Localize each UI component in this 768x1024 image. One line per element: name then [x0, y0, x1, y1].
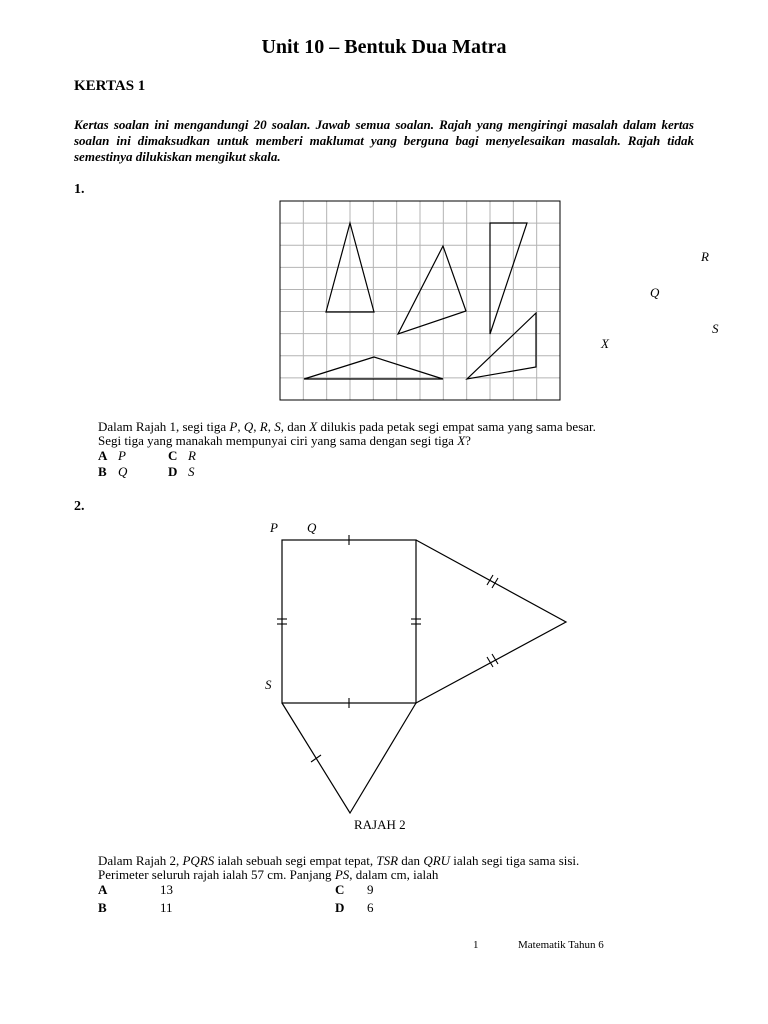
question-1-number: 1. — [74, 182, 85, 197]
question-2-text-line2: Perimeter seluruh rajah ialah 57 cm. Panjang PS, dalam cm, ialah — [98, 867, 439, 882]
q1-option-b[interactable]: B Q — [98, 464, 128, 479]
q1-option-c[interactable]: C R — [168, 448, 196, 463]
section-heading: KERTAS 1 — [74, 78, 146, 94]
q2-option-d[interactable]: D 6 — [335, 900, 374, 915]
page-number: 1 — [473, 939, 479, 951]
question-2-number: 2. — [74, 499, 85, 514]
triangle-qru — [416, 540, 566, 703]
figure-caption: RAJAH 2 — [354, 817, 406, 832]
q1-option-d[interactable]: D S — [168, 464, 195, 479]
label-q: Q — [650, 285, 660, 300]
q2-option-c[interactable]: C 9 — [335, 882, 374, 897]
label-s: S — [712, 321, 719, 336]
label-r: R — [701, 249, 709, 264]
question-1-text-line2: Segi tiga yang manakah mempunyai ciri yang sama dengan segi tiga X? — [98, 433, 471, 448]
label-x: X — [601, 336, 609, 351]
q2-option-a[interactable]: A 13 — [98, 882, 173, 897]
q2-option-b[interactable]: B 11 — [98, 900, 173, 915]
tick-marks — [277, 535, 498, 762]
triangle-tsr — [282, 703, 416, 813]
label-s: S — [265, 677, 272, 692]
label-q: Q — [307, 520, 317, 535]
question-2-text-line1: Dalam Rajah 2, PQRS ialah sebuah segi empat tepat, TSR dan QRU ialah segi tiga sama sisi. — [98, 853, 580, 868]
q1-option-a[interactable]: A P — [98, 448, 126, 463]
page-title: Unit 10 – Bentuk Dua Matra — [261, 36, 507, 58]
label-p: P — [270, 520, 278, 535]
footer-subject: Matematik Tahun 6 — [518, 939, 604, 951]
instructions: Kertas soalan ini mengandungi 20 soalan. Jawab semua soalan. Rajah yang mengiringi masalah dalam kertas soalan ini dimaksudkan untuk memberi maklumat yang berguna bagi menyelesaikan masalah. Rajah tidak semestinya dilukiskan mengikut skala. — [74, 117, 694, 164]
rectangle-pqrs — [282, 540, 416, 703]
question-1-text-line1: Dalam Rajah 1, segi tiga P, Q, R, S, dan X dilukis pada petak segi empat sama yang sama besar. — [98, 419, 596, 434]
